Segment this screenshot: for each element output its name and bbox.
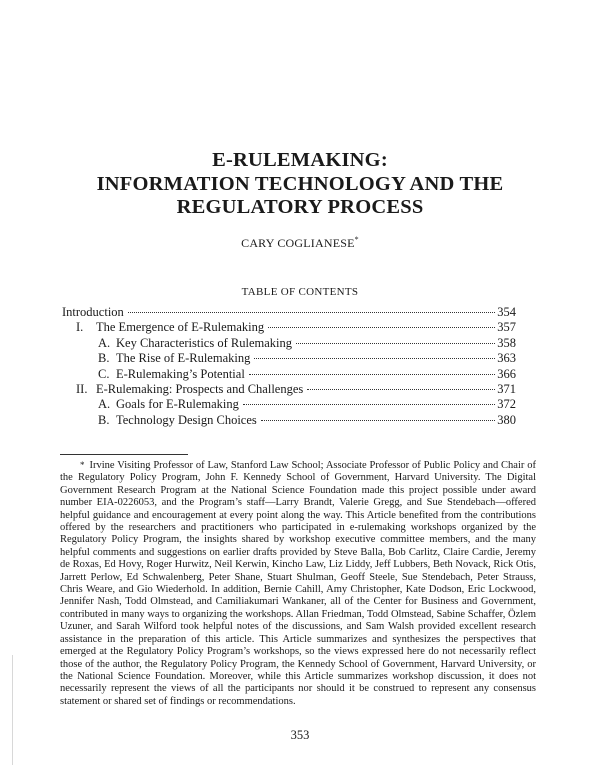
footnote-divider <box>60 454 188 455</box>
toc-entry-number: II. <box>76 381 88 396</box>
title-line-2: INFORMATION TECHNOLOGY AND THE <box>96 173 504 195</box>
toc-dot-leader <box>254 346 495 359</box>
toc-entry-page: 372 <box>497 397 516 412</box>
author-footnote <box>60 459 536 708</box>
toc-entry-page: 380 <box>497 412 516 427</box>
toc-dot-leader <box>243 392 495 405</box>
toc-entry-page: 358 <box>497 335 516 350</box>
toc-entry-number: B. <box>98 351 110 366</box>
author-byline <box>40 235 560 251</box>
toc-entry-label: Introduction <box>62 305 124 319</box>
toc-entry-page: 366 <box>497 366 516 381</box>
toc-entry-label: The Emergence of E-Rulemaking <box>96 320 265 335</box>
toc-dot-leader <box>296 331 495 344</box>
toc-dot-leader <box>261 408 495 421</box>
toc-entry-number: A. <box>98 397 111 412</box>
toc-entry-page: 357 <box>497 320 516 335</box>
table-of-contents <box>62 303 516 426</box>
toc-entry-part-2-b[interactable] <box>62 411 516 426</box>
toc-entry-label: Technology Design Choices <box>116 412 257 427</box>
toc-entry-page: 371 <box>497 381 516 396</box>
title-line-3: REGULATORY PROCESS <box>176 196 424 218</box>
toc-dot-leader <box>249 362 495 375</box>
toc-entry-label: E-Rulemaking: Prospects and Challenges <box>96 381 304 396</box>
toc-entry-number: C. <box>98 366 110 381</box>
footnote-mark: * <box>80 460 85 470</box>
author-footnote-mark[interactable]: * <box>354 235 359 244</box>
toc-entry-number: A. <box>98 335 111 350</box>
title-line-1: E-RULEMAKING: <box>212 149 388 171</box>
author-name: CARY COGLIANESE <box>241 236 355 250</box>
toc-heading: TABLE OF CONTENTS <box>241 286 359 298</box>
toc-entry-page: 363 <box>497 351 516 366</box>
toc-entry-label: Goals for E-Rulemaking <box>116 397 239 412</box>
toc-dot-leader <box>128 300 495 313</box>
toc-entry-page: 354 <box>497 305 516 319</box>
toc-entry-label: E-Rulemaking’s Potential <box>116 366 245 381</box>
toc-entry-number: I. <box>76 320 84 335</box>
page-number: 353 <box>290 728 310 742</box>
toc-entry-label: The Rise of E-Rulemaking <box>116 351 251 366</box>
toc-entry-number: B. <box>98 412 110 427</box>
footnote-text: Irvine Visiting Professor of Law, Stanford Law School; Associate Professor of Public Policy and Chair of the Regulatory Policy Program, John F. Kennedy School of Government, Harvard University. The Digital Government Research Program at the National Science Foundation made this project possible under award number EIA-0226053, and the Program’s staff—Larry Brandt, Valerie Gregg, and Sue Stendebach—offered helpful guidance and encouragement at every point along the way. This Article benefited from the contributions offered by the researchers and practitioners who participated in e-rulemaking workshops organized by the Regulatory Policy Program, the insights shared by workshop executive committee members, and the many helpful comments and suggestions on earlier drafts provided by Steve Balla, Bob Carlitz, Claire Cardie, Jeremy de Roxas, Ed Hovy, Roger Hurwitz, Neil Kerwin, Kincho Law, Liz Liddy, Jeff Lubbers, Beth Novack, Rick Otis, Jarrett Perlow, Ed Schwalenberg, Peter Shane, Stuart Shulman, Geoff Steele, Sue Stendebach, Peter Strauss, Chris Weare, and Gio Wiederhold. In addition, Bernie Cahill, Amy Christopher, Kate Dodson, Eric Lockwood, Jennifer Nash, Todd Olmstead, and Camiliakumari Wankaner, all of the Center for Business and Government, contributed in many ways to organizing the workshops. Allan Friedman, Todd Olmstead, Sabine Schaffer, Özlem Uzuner, and Sarah Wilford took helpful notes of the discussions, and Sam Walsh provided excellent research assistance in the preparation of this article. This Article summarizes and synthesizes the perspectives that emerged at the Regulatory Policy Program’s workshops, so the views expressed here do not necessarily reflect those of the author, the Regulatory Policy Program, the Kennedy School of Government, Harvard University, or the National Science Foundation. Moreover, while this Article summarizes workshop discussion, it does not necessarily represent the views of all the participants nor should it be construed to represent any consensus statement or shared set of findings or recommendations. <box>60 460 536 707</box>
toc-entry-label: Key Characteristics of Rulemaking <box>116 335 292 350</box>
scan-edge-line <box>12 655 13 765</box>
toc-dot-leader <box>307 377 495 390</box>
toc-dot-leader <box>268 315 495 328</box>
